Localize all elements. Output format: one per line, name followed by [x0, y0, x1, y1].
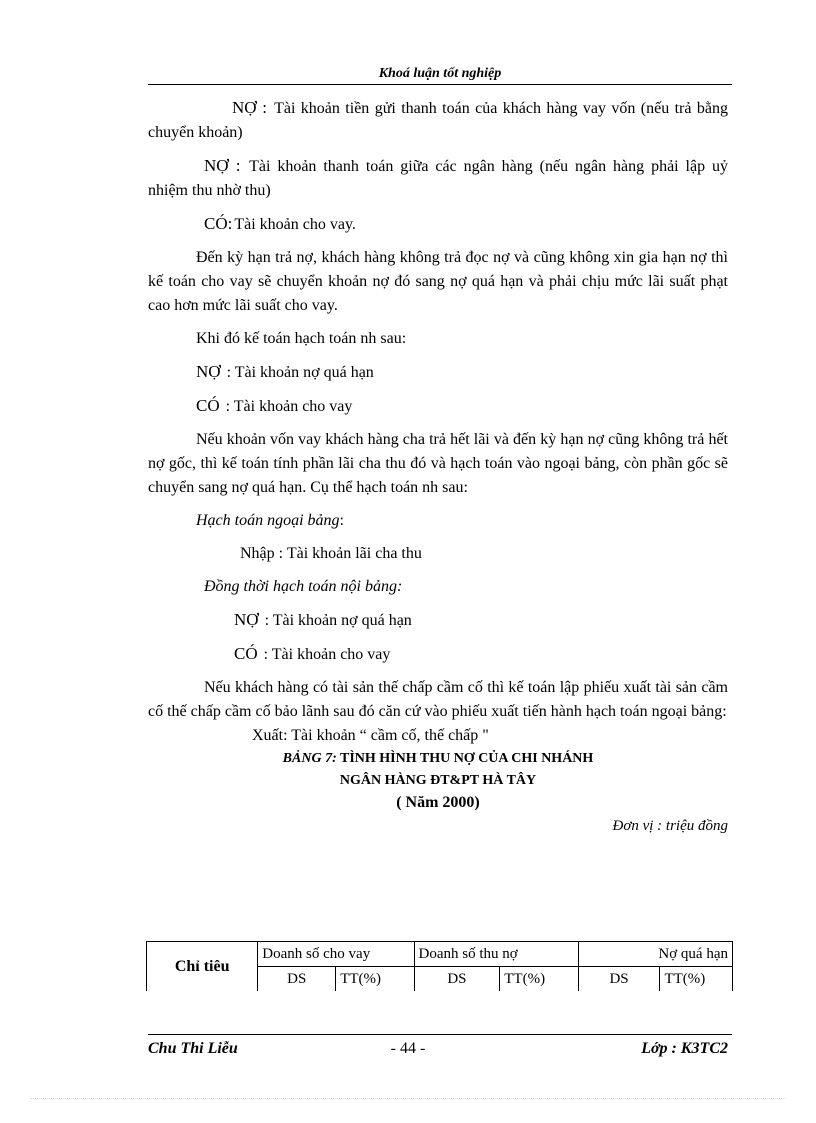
page-edge-dotted-line: [30, 1098, 786, 1099]
paragraph-15: Xuất: Tài khoản “ cầm cố, thế chấp ": [252, 727, 489, 744]
entry-text: : Tài khoản cho vay: [225, 398, 353, 415]
entry-tag: CÓ:: [204, 214, 233, 233]
entry-text: : Tài khoản cho vay: [263, 646, 391, 663]
paragraph-11: Đồng thời hạch toán nội bảng:: [204, 578, 403, 595]
table-title: [148, 748, 728, 814]
entry-tag: NỢ: [234, 610, 259, 629]
table-header-row: [147, 942, 733, 967]
italic-heading: Hạch toán ngoại bảng: [196, 512, 340, 529]
entry-tag: NỢ: [196, 362, 221, 381]
entry-tag: CÓ: [196, 396, 220, 415]
footer-author: Chu Thi Liễu: [148, 1040, 238, 1057]
entry-text: Tài khoản cho vay.: [234, 216, 356, 233]
group-loan: Doanh số cho vay: [258, 942, 414, 967]
sub-tt: TT(%): [336, 967, 414, 992]
paragraph-5: Khi đó kế toán hạch toán nh sau:: [196, 330, 407, 347]
entry-text: : Tài khoản nợ quá hạn: [226, 364, 374, 381]
table-title-line-3: ( Năm 2000): [396, 794, 480, 811]
footer-class: Lớp : K3TC2: [641, 1040, 728, 1057]
header-rule: [148, 84, 732, 85]
sub-ds: DS: [578, 967, 660, 992]
paragraph-13: [148, 642, 728, 667]
paragraph-3: [148, 212, 728, 237]
paragraph-7: [148, 394, 728, 419]
sub-ds: DS: [258, 967, 336, 992]
paragraph-8: Nếu khoản vốn vay khách hàng cha trả hết lãi và đến kỳ hạn nợ cũng không trả hết nợ gốc, thì kế toán tính phần lãi cha thu đó và hạch toán vào ngoại bảng, còn phần gốc sẽ chuyển sang nợ quá hạn. Cụ thể hạch toán nh sau:: [148, 431, 728, 496]
entry-tag: CÓ: [234, 644, 258, 663]
entry-tag: NỢ :: [232, 98, 267, 117]
debt-table: [146, 941, 733, 991]
entry-tag: NỢ :: [204, 156, 241, 175]
sub-tt: TT(%): [500, 967, 578, 992]
paragraph-4: Đến kỳ hạn trả nợ, khách hàng không trả đọc nợ và cũng không xin gia hạn nợ thì kế toán cho vay sẽ chuyển khoản nợ đó sang nợ quá hạn và phải chịu mức lãi suất phạt cao hơn mức lãi suất cho vay.: [148, 249, 728, 314]
colon: :: [339, 512, 344, 529]
group-overdue: Nợ quá hạn: [578, 942, 732, 967]
footer-page-number: - 44 -: [390, 1040, 426, 1057]
paragraph-14: Nếu khách hàng có tài sản thế chấp cầm cố thì kế toán lập phiếu xuất tài sản cầm cố thế chấp cầm cố bảo lãnh sau đó căn cứ vào phiếu xuất tiến hành hạch toán ngoại bảng:: [148, 679, 728, 720]
paragraph-12: [148, 608, 728, 633]
col-indicator: Chỉ tiêu: [147, 942, 258, 992]
table-title-text: TÌNH HÌNH THU NỢ CỦA CHI NHÁNH: [339, 751, 594, 766]
entry-text: Tài khoản thanh toán giữa các ngân hàng (nếu ngân hàng phải lập uỷ nhiệm thu nhờ thu): [148, 158, 729, 199]
unit-label: Đơn vị : triệu đồng: [612, 818, 728, 834]
header-title: Khoá luận tốt nghiệp: [378, 66, 502, 81]
paragraph-1: [148, 96, 728, 145]
group-collection: Doanh số thu nợ: [414, 942, 578, 967]
table-title-line-1: [148, 748, 728, 770]
document-body: [148, 96, 728, 835]
footer-rule: [148, 1034, 732, 1035]
entry-text: Tài khoản tiền gửi thanh toán của khách hàng vay vốn (nếu trả bằng chuyển khoản): [148, 100, 728, 141]
sub-tt: TT(%): [660, 967, 733, 992]
table-label: BẢNG 7:: [282, 751, 337, 766]
paragraph-2: [148, 154, 728, 203]
entry-text: : Tài khoản nợ quá hạn: [264, 612, 412, 629]
paragraph-10: Nhập : Tài khoản lãi cha thu: [240, 545, 422, 562]
paragraph-9: [148, 509, 728, 533]
paragraph-6: [148, 360, 728, 385]
table-title-line-2: NGÂN HÀNG ĐT&PT HÀ TÂY: [339, 773, 537, 788]
sub-ds: DS: [414, 967, 500, 992]
